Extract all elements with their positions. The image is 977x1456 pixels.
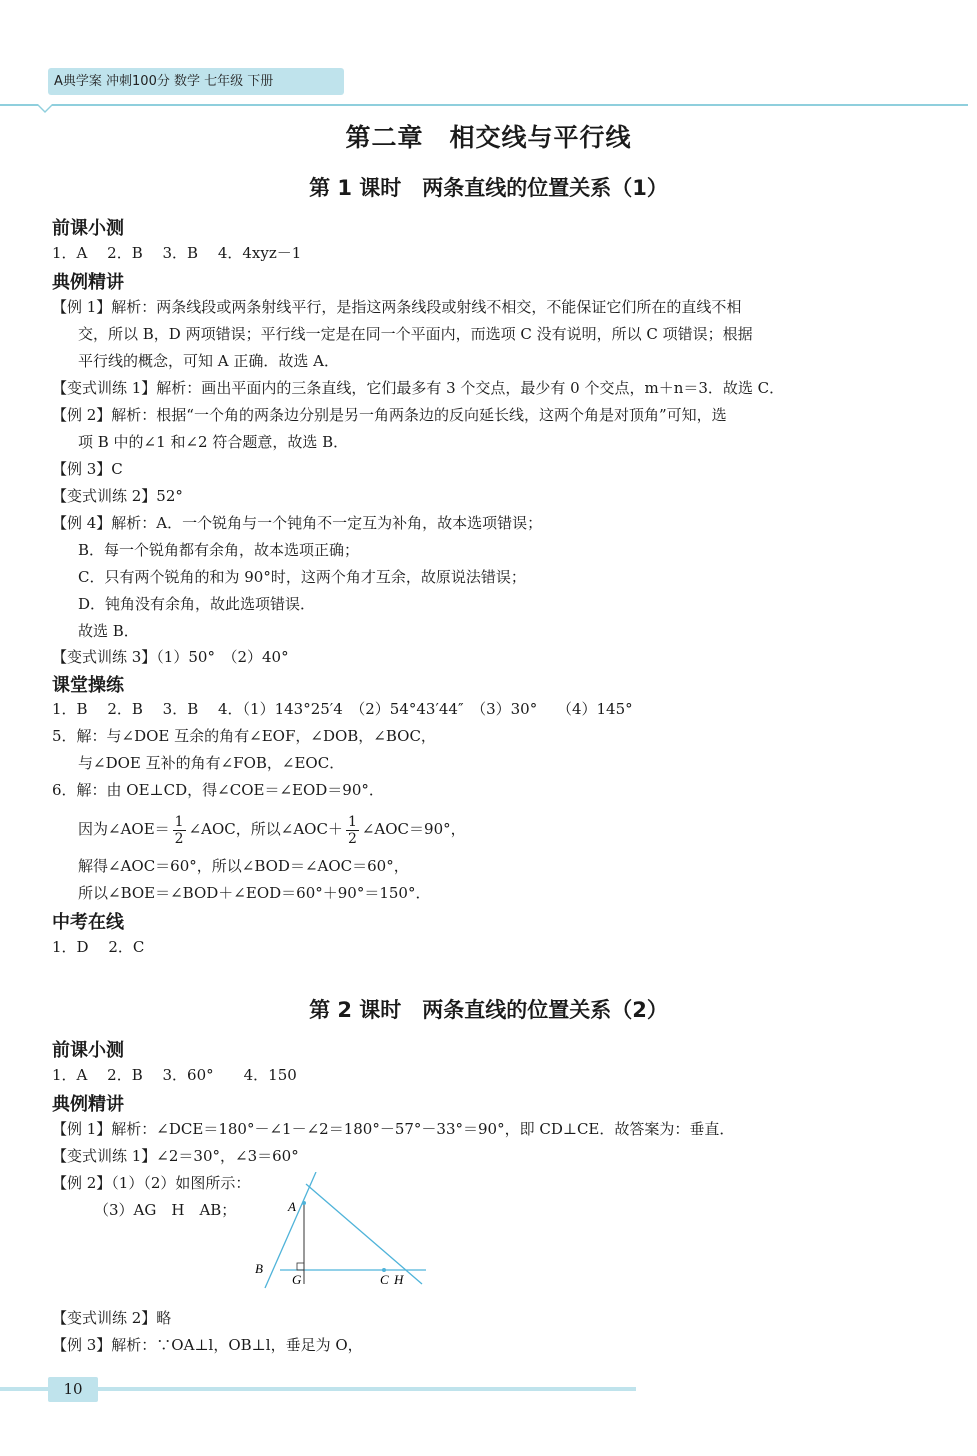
label-g: G	[292, 1272, 302, 1287]
lesson1-practice-q6a: 6．解：由 OE⊥CD，得∠COE＝∠EOD＝90°．	[52, 781, 384, 799]
lesson1-practice-q6b: 因为∠AOE＝ $\frac{1}{2}$ ∠AOC，所以∠AOC＋ $\frac{1}{2}$ ∠AOC＝90°，	[78, 813, 466, 847]
label-h: H	[394, 1272, 404, 1287]
lesson2-title: 第 2 课时 两条直线的位置关系（2）	[309, 998, 668, 1022]
lesson2-ex2b: （3）AG H AB；	[94, 1201, 237, 1219]
book-header-label: A典学案 冲刺100分 数学 七年级 下册	[48, 68, 344, 95]
point-a	[302, 1201, 306, 1205]
lesson2-pretest-answers: 1．A 2．B 3．60° 4．150	[52, 1066, 297, 1084]
lesson2-pretest-heading: 前课小测	[52, 1040, 124, 1061]
lesson1-pretest-heading: 前课小测	[52, 218, 124, 239]
lesson1-examples-heading: 典例精讲	[52, 272, 124, 293]
lesson1-practice-q6d: 所以∠BOE＝∠BOD＋∠EOD＝60°＋90°＝150°．	[78, 884, 431, 902]
perpendicular-figure	[250, 1172, 435, 1292]
lesson2-examples-heading: 典例精讲	[52, 1094, 124, 1115]
lesson1-practice-q5a: 5．解：与∠DOE 互余的角有∠EOF，∠DOB，∠BOC，	[52, 727, 436, 745]
lesson1-ex4-line4: D．钝角没有余角，故此选项错误．	[78, 595, 316, 613]
lesson2-ex1: 【例 1】解析：∠DCE＝180°－∠1－∠2＝180°－57°－33°＝90°，即 CD⊥CE．故答案为：垂直．	[52, 1120, 735, 1138]
lesson1-var2: 【变式训练 2】52°	[52, 487, 183, 505]
lesson1-pretest-answers: 1．A 2．B 3．B 4．4xyz－1	[52, 244, 302, 262]
right-angle-mark	[297, 1263, 304, 1270]
label-c: C	[380, 1272, 389, 1287]
lesson1-var1: 【变式训练 1】解析：画出平面内的三条直线，它们最多有 3 个交点，最少有 0 个交点，m＋n＝3．故选 C．	[52, 379, 785, 397]
lesson1-ex4-line2: B．每一个锐角都有余角，故本选项正确；	[78, 541, 360, 559]
lesson1-practice-line1: 1．B 2．B 3．B 4．（1）143°25′4 （2）54°43′44″ （3）30° （4）145°	[52, 700, 633, 718]
chapter-title: 第二章 相交线与平行线	[345, 123, 632, 152]
lesson1-practice-q6c: 解得∠AOC＝60°，所以∠BOD＝∠AOC＝60°，	[78, 857, 409, 875]
lesson1-exam-heading: 中考在线	[52, 912, 124, 933]
label-b: B	[255, 1261, 263, 1276]
lesson2-var2: 【变式训练 2】略	[52, 1309, 172, 1327]
lesson1-ex4-line5: 故选 B．	[78, 622, 139, 640]
lesson1-ex4-line3: C．只有两个锐角的和为 90°时，这两个角才互余，故原说法错误；	[78, 568, 526, 586]
line-ah	[306, 1184, 422, 1284]
lesson1-ex1-line1: 【例 1】解析：两条线段或两条射线平行，是指这两条线段或射线不相交，不能保证它们所在的直线不相	[52, 298, 742, 316]
lesson1-ex3: 【例 3】C	[52, 460, 123, 478]
lesson1-ex2-line2: 项 B 中的∠1 和∠2 符合题意，故选 B．	[78, 433, 349, 451]
lesson1-practice-q5b: 与∠DOE 互补的角有∠FOB，∠EOC．	[78, 754, 345, 772]
lesson1-ex1-line3: 平行线的概念，可知 A 正确．故选 A．	[78, 352, 339, 370]
lesson1-ex1-line2: 交，所以 B，D 两项错误；平行线一定是在同一个平面内，而选项 C 没有说明，所以 C 项错误；根据	[78, 325, 753, 343]
lesson1-var3: 【变式训练 3】（1）50° （2）40°	[52, 648, 289, 666]
lesson2-var1: 【变式训练 1】∠2＝30°，∠3＝60°	[52, 1147, 299, 1165]
lesson1-practice-heading: 课堂操练	[52, 675, 124, 696]
lesson1-ex4-line1: 【例 4】解析：A．一个锐角与一个钝角不一定互为补角，故本选项错误；	[52, 514, 543, 532]
lesson1-title: 第 1 课时 两条直线的位置关系（1）	[309, 176, 668, 200]
lesson2-ex2a: 【例 2】（1）（2）如图所示：	[52, 1174, 251, 1192]
header-divider	[0, 104, 968, 106]
label-a: A	[288, 1199, 296, 1214]
lesson1-ex2-line1: 【例 2】解析：根据“一个角的两条边分别是另一角两条边的反向延长线，这两个角是对顶角”可知，选	[52, 406, 727, 424]
fraction-one-half: $\frac{1}{2}$	[174, 813, 184, 847]
lesson1-exam-answers: 1．D 2．C	[52, 938, 145, 956]
lesson2-ex3: 【例 3】解析：∵OA⊥l，OB⊥l，垂足为 O，	[52, 1336, 363, 1354]
fraction-one-half: $\frac{1}{2}$	[347, 813, 357, 847]
page-number: 10	[48, 1377, 98, 1402]
